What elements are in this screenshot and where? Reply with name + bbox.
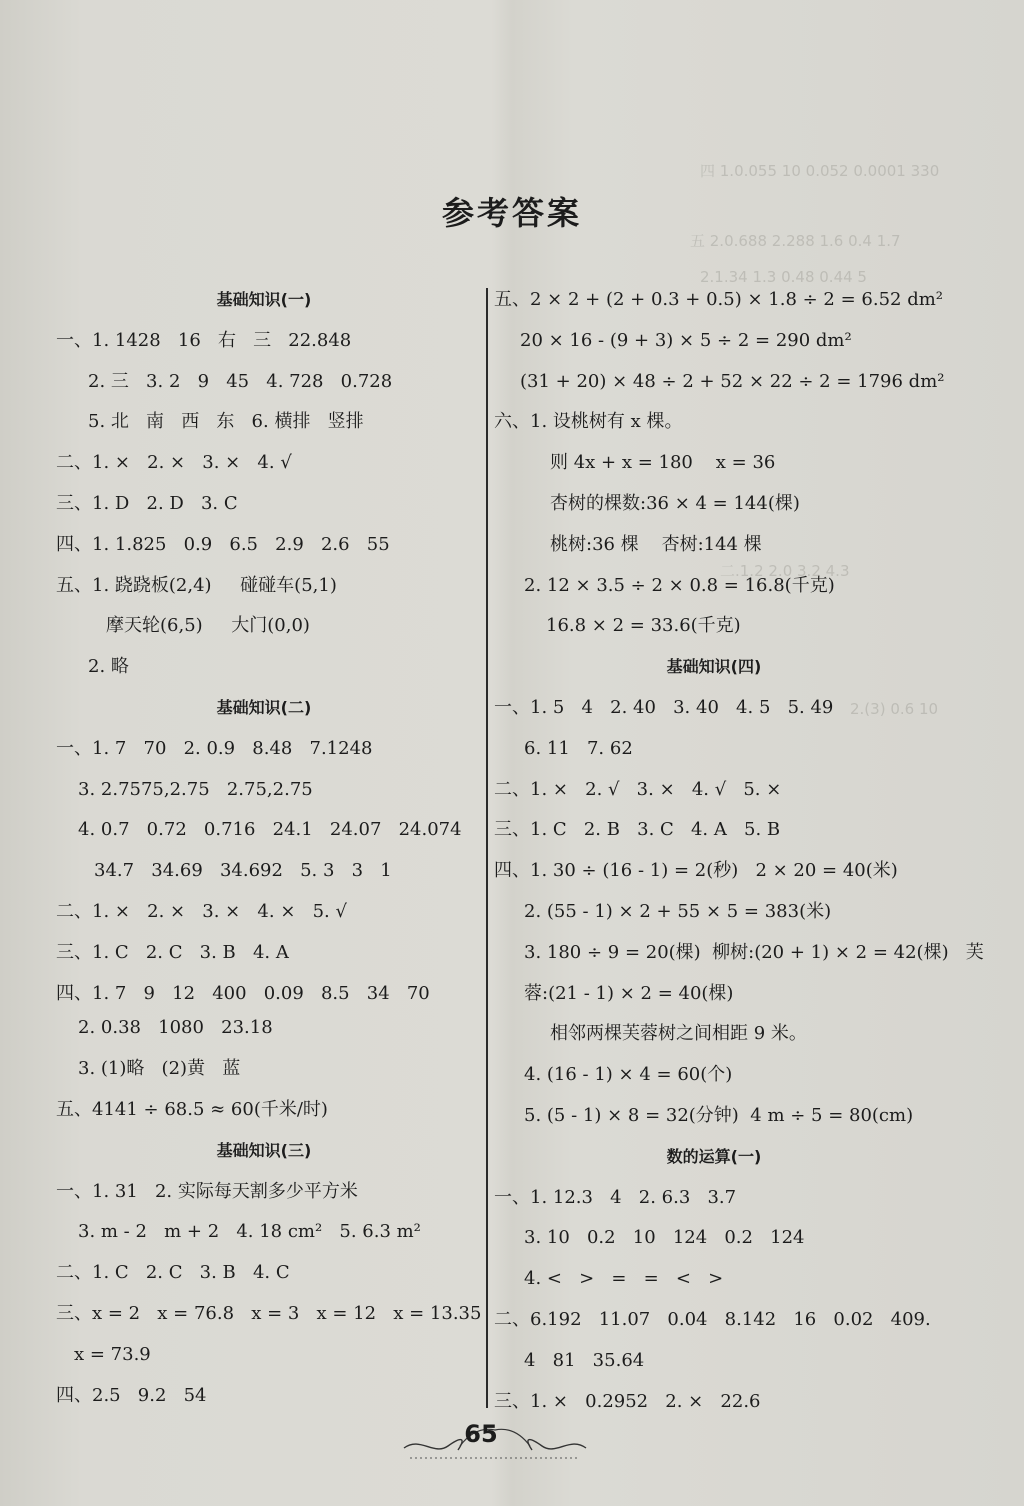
show-through-4: 二.1.2 2.0 3.2 4.3 (720, 562, 850, 580)
section-heading: 基础知识(四) (666, 657, 762, 677)
answer-line: 二、1. × 2. × 3. × 4. × 5. √ (56, 900, 347, 922)
answer-line: 五、4141 ÷ 68.5 ≈ 60(千米/时) (56, 1098, 328, 1120)
answer-line: 2. 12 × 3.5 ÷ 2 × 0.8 = 16.8(千克) (524, 574, 835, 596)
answer-line: 三、1. C 2. B 3. C 4. A 5. B (494, 819, 781, 841)
right-column (494, 280, 984, 1422)
answer-line: 20 × 16 - (9 + 3) × 5 ÷ 2 = 290 dm² (520, 329, 852, 351)
answer-line: 桃树:36 棵 杏树:144 棵 (550, 533, 762, 555)
answer-line: 5. 北 南 西 东 6. 横排 竖排 (88, 411, 364, 433)
answer-line: 杏树的棵数:36 × 4 = 144(棵) (550, 492, 800, 514)
answer-line: 5. (5 - 1) × 8 = 32(分钟) 4 m ÷ 5 = 80(cm) (524, 1104, 914, 1126)
answer-line: 二、1. × 2. √ 3. × 4. √ 5. × (494, 778, 782, 800)
answer-line: 四、1. 1.825 0.9 6.5 2.9 2.6 55 (56, 533, 390, 555)
section-heading: 数的运算(一) (666, 1146, 762, 1166)
answer-line: 则 4x + x = 180 x = 36 (550, 452, 776, 474)
answer-line: 一、1. 31 2. 实际每天割多少平方米 (56, 1180, 358, 1202)
answer-line: 三、1. C 2. C 3. B 4. A (56, 941, 289, 963)
answer-line: 一、1. 12.3 4 2. 6.3 3.7 (494, 1186, 737, 1208)
page-number: 65 (464, 1420, 498, 1448)
answer-line: 3. 10 0.2 10 124 0.2 124 (524, 1227, 805, 1249)
answer-line: 一、1. 5 4 2. 40 3. 40 4. 5 5. 49 (494, 696, 834, 718)
answer-line: 3. m - 2 m + 2 4. 18 cm² 5. 6.3 m² (78, 1221, 421, 1243)
section-heading: 基础知识(一) (216, 290, 312, 309)
answer-line: 2. 略 (88, 656, 129, 678)
page-title: 参考答案 (441, 194, 582, 232)
answer-line: 蓉:(21 - 1) × 2 = 40(棵) (524, 982, 734, 1004)
answer-line: 一、1. 1428 16 右 三 22.848 (56, 329, 352, 351)
answer-line: 五、1. 跷跷板(2,4) 碰碰车(5,1) (56, 574, 337, 596)
section-heading: 基础知识(三) (216, 1140, 312, 1160)
answer-line: 16.8 × 2 = 33.6(千克) (546, 615, 741, 637)
answer-line: 2. 0.38 1080 23.18 (78, 1017, 273, 1039)
answer-line: 摩天轮(6,5) 大门(0,0) (106, 615, 310, 637)
answer-line: 3. (1)略 (2)黄 蓝 (78, 1058, 241, 1080)
show-through-1: 四 1.0.055 10 0.052 0.0001 330 (700, 162, 940, 180)
answer-line: 六、1. 设桃树有 x 棵。 (494, 411, 683, 433)
answer-line: 五、2 × 2 + (2 + 0.3 + 0.5) × 1.8 ÷ 2 = 6.52 dm² (494, 289, 944, 310)
answer-line: 34.7 34.69 34.692 5. 3 3 1 (94, 860, 392, 882)
answer-line: 四、1. 7 9 12 400 0.09 8.5 34 70 (56, 982, 430, 1004)
answer-line: 三、1. D 2. D 3. C (56, 492, 238, 514)
answer-line: 四、2.5 9.2 54 (56, 1384, 207, 1406)
answer-line: x = 73.9 (74, 1343, 151, 1365)
answer-line: 一、1. 7 70 2. 0.9 8.48 7.1248 (56, 737, 373, 759)
answer-line: 2. (55 - 1) × 2 + 55 × 5 = 383(米) (524, 900, 832, 922)
section-heading: 基础知识(二) (216, 697, 312, 717)
answer-line: 三、x = 2 x = 76.8 x = 3 x = 12 x = 13.35 (56, 1302, 482, 1324)
show-through-2: 五 2.0.688 2.288 1.6 0.4 1.7 (690, 232, 901, 250)
answer-line: 四、1. 30 ÷ (16 - 1) = 2(秒) 2 × 20 = 40(米) (494, 860, 898, 882)
answer-line: 4. 0.7 0.72 0.716 24.1 24.07 24.074 (78, 819, 462, 841)
answer-line: 二、6.192 11.07 0.04 8.142 16 0.02 409. (494, 1308, 931, 1330)
column-divider (486, 288, 488, 1408)
answer-line: 4 81 35.64 (524, 1349, 645, 1371)
show-through-5: 2.(3) 0.6 10 (850, 700, 939, 718)
answer-line: 4. < > = = < > (524, 1268, 724, 1290)
answer-line: 4. (16 - 1) × 4 = 60(个) (524, 1064, 733, 1086)
answer-line: 3. 2.7575,2.75 2.75,2.75 (78, 778, 313, 800)
answer-line: 二、1. C 2. C 3. B 4. C (56, 1262, 290, 1284)
answer-line: 3. 180 ÷ 9 = 20(棵) 柳树:(20 + 1) × 2 = 42(棵) 芙 (524, 941, 984, 963)
answer-line: 2. 三 3. 2 9 45 4. 728 0.728 (88, 370, 393, 392)
left-column (48, 280, 480, 1416)
show-through-3: 2.1.34 1.3 0.48 0.44 5 (700, 268, 867, 286)
answer-line: 6. 11 7. 62 (524, 737, 633, 759)
answer-line: (31 + 20) × 48 ÷ 2 + 52 × 22 ÷ 2 = 1796 dm² (520, 370, 945, 392)
answer-line: 三、1. × 0.2952 2. × 22.6 (494, 1390, 761, 1412)
answer-line: 二、1. × 2. × 3. × 4. √ (56, 452, 292, 474)
answer-line: 相邻两棵芙蓉树之间相距 9 米。 (550, 1023, 807, 1045)
